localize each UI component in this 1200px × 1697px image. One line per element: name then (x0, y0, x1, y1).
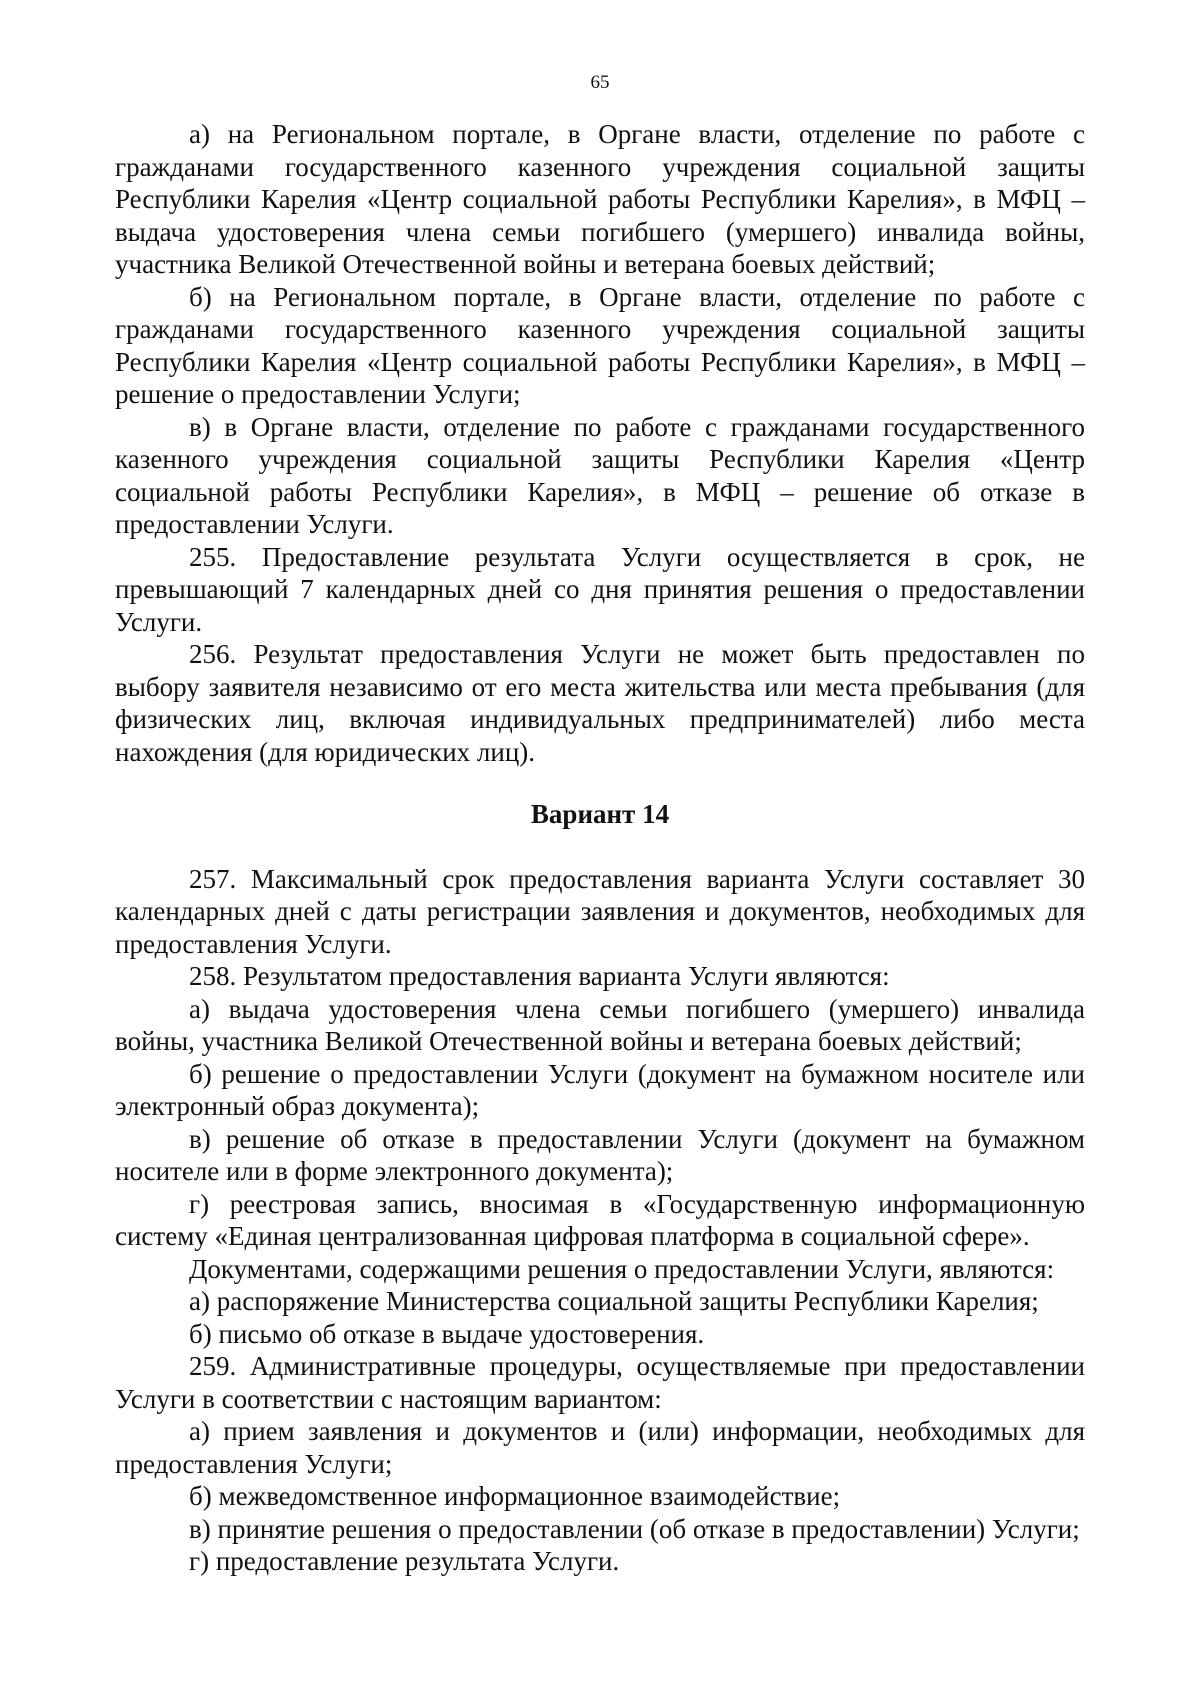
paragraph-a-regional-portal-certificate: а) на Региональном портале, в Органе власти, отделение по работе с гражданами государственного казенного учреждения социальной защиты Республики Карелия «Центр социальной работы Республики Карелия», в МФЦ – выдача удостоверения члена семьи погибшего (умершего) инвалида войны, участника Великой Отечественной войны и ветерана боевых действий; (115, 119, 1085, 279)
paragraph-259-b: б) межведомственное информационное взаимодействие; (189, 1481, 841, 1511)
paragraph-259-a: а) прием заявления и документов и (или) информации, необходимых для предоставления Услуги; (115, 1416, 1085, 1479)
paragraph-255: 255. Предоставление результата Услуги осуществляется в срок, не превышающий 7 календарных дней со дня принятия решения о предоставлении Услуги. (115, 541, 1085, 637)
paragraph-258-a: а) выдача удостоверения члена семьи погибшего (умершего) инвалида войны, участника Великой Отечественной войны и ветерана боевых действий; (115, 993, 1085, 1056)
paragraph-v-refusal-decision: в) в Органе власти, отделение по работе с гражданами государственного казенного учреждения социальной защиты Республики Карелия «Центр социальной работы Республики Карелия», в МФЦ – решение об отказе в предоставлении Услуги. (115, 411, 1085, 539)
paragraph-259-v: в) принятие решения о предоставлении (об отказе в предоставлении) Услуги; (189, 1513, 1080, 1544)
paragraph-259: 259. Административные процедуры, осуществляемые при предоставлении Услуги в соответствии с настоящим вариантом: (115, 1351, 1085, 1414)
paragraph-258-b: б) решение о предоставлении Услуги (документ на бумажном носителе или электронный образ документа); (115, 1058, 1085, 1121)
section-heading: Вариант 14 (530, 799, 670, 829)
paragraph-decision-documents-a: а) распоряжение Министерства социальной защиты Республики Карелия; (189, 1286, 1039, 1316)
paragraph-decision-documents-b: б) письмо об отказе в выдаче удостоверения. (189, 1318, 705, 1349)
paragraph-258: 258. Результатом предоставления варианта Услуги являются: (189, 961, 890, 991)
document-body (115, 118, 1085, 1578)
paragraph-256: 256. Результат предоставления Услуги не может быть предоставлен по выбору заявителя независимо от его места жительства или места пребывания (для физических лиц, включая индивидуальных предпринимателей) либо места нахождения (для юридических лиц). (115, 639, 1085, 767)
paragraph-257: 257. Максимальный срок предоставления варианта Услуги составляет 30 календарных дней с даты регистрации заявления и документов, необходимых для предоставления Услуги. (115, 863, 1085, 959)
paragraph-259-g: г) предоставление результата Услуги. (189, 1546, 620, 1576)
paragraph-decision-documents: Документами, содержащими решения о предоставлении Услуги, являются: (189, 1253, 1055, 1284)
page-number: 65 (590, 72, 610, 93)
paragraph-258-g: г) реестровая запись, вносимая в «Государственную информационную систему «Единая централизованная цифровая платформа в социальной сфере». (115, 1188, 1085, 1251)
paragraph-b-regional-portal-decision: б) на Региональном портале, в Органе власти, отделение по работе с гражданами государственного казенного учреждения социальной защиты Республики Карелия «Центр социальной работы Республики Карелия», в МФЦ – решение о предоставлении Услуги; (115, 281, 1085, 409)
paragraph-258-v: в) решение об отказе в предоставлении Услуги (документ на бумажном носителе или в форме электронного документа); (115, 1123, 1085, 1186)
